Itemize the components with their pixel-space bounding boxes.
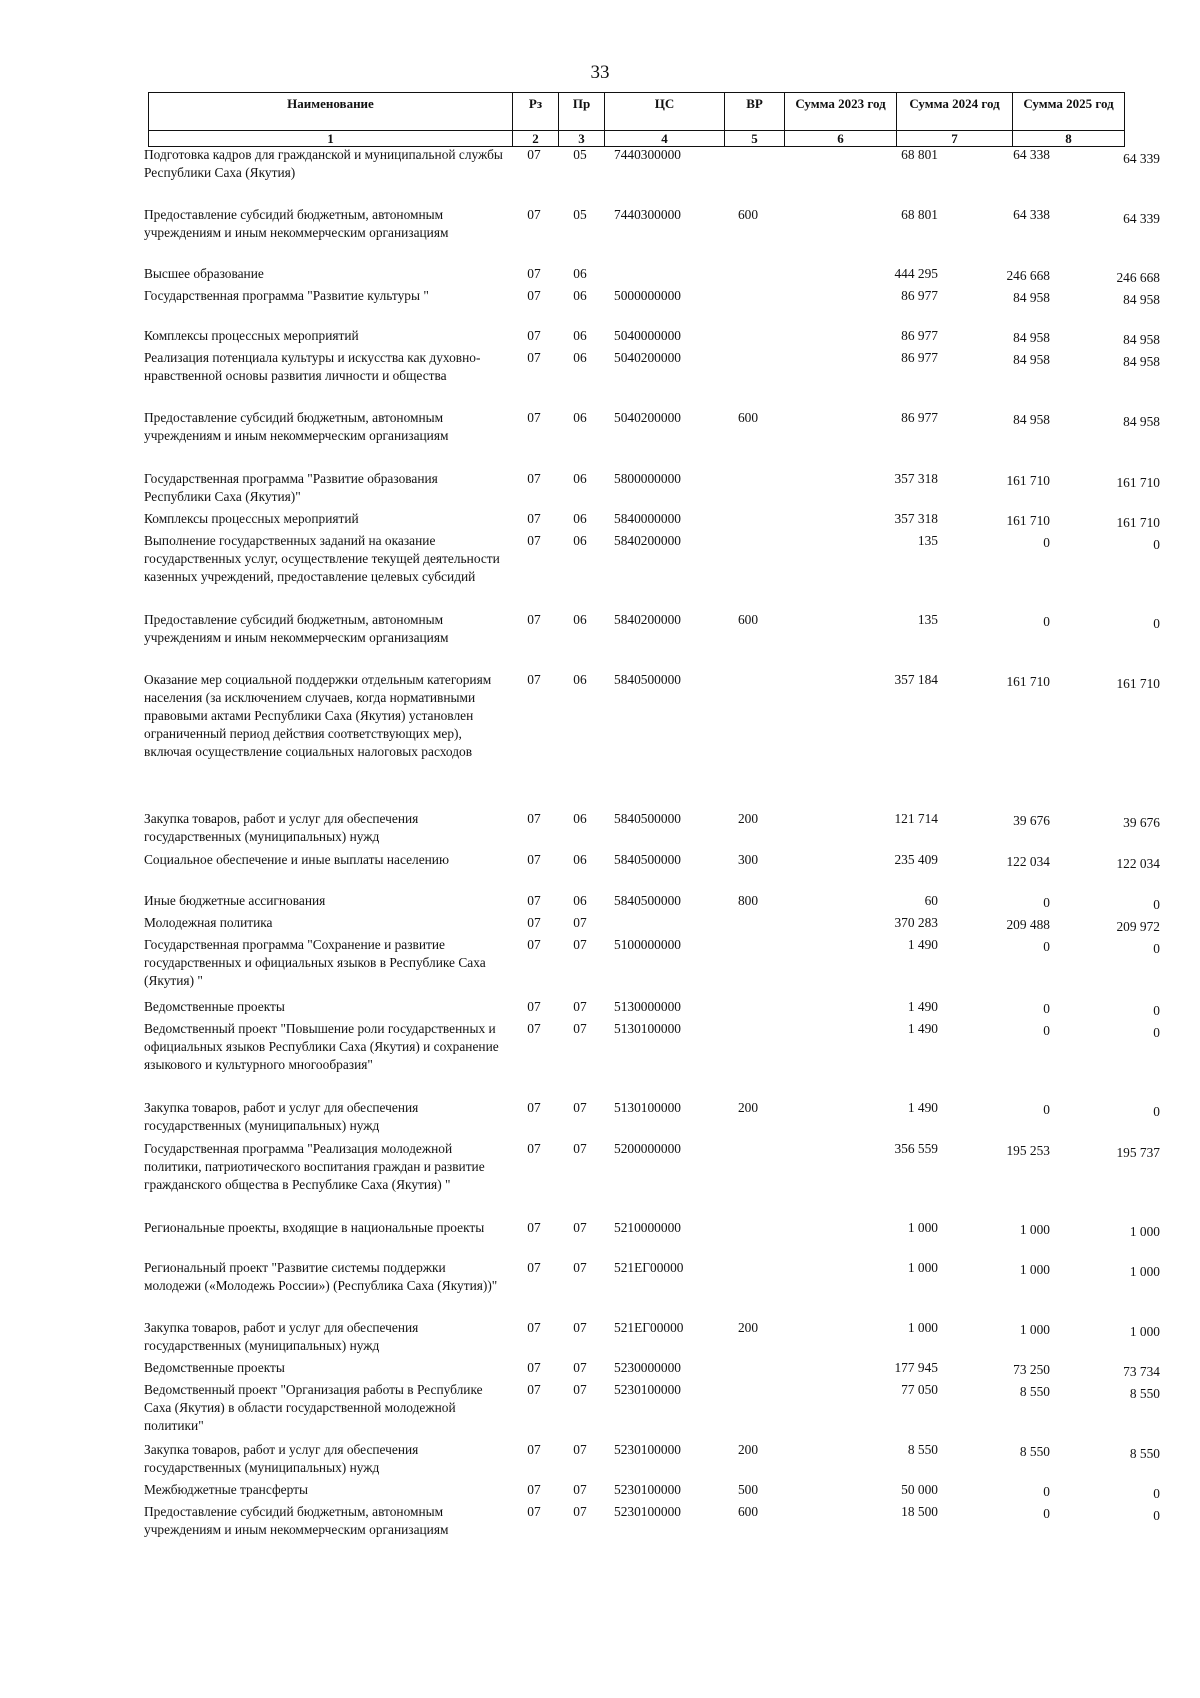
row-name: Государственная программа "Развитие культуры " — [144, 288, 429, 303]
row-name: Региональный проект "Развитие системы поддержки молодежи («Молодежь России») (Республика Саха (Якутия))" — [144, 1260, 498, 1293]
row-vr: 200 — [737, 811, 759, 826]
row-sum-2025: 8 550 — [1129, 1386, 1160, 1401]
row-sum-2023: 357 184 — [894, 672, 938, 687]
row-cs: 5840000000 — [614, 511, 681, 526]
row-pr: 06 — [573, 511, 587, 526]
row-sum-2023: 50 000 — [901, 1482, 938, 1497]
row-cs: 5130100000 — [614, 1100, 681, 1115]
row-rz: 07 — [527, 1260, 541, 1275]
row-sum-2025: 73 734 — [1123, 1364, 1160, 1379]
row-pr: 07 — [573, 1100, 587, 1115]
row-sum-2024: 246 668 — [1006, 268, 1050, 283]
row-sum-2025: 0 — [1153, 1508, 1160, 1523]
row-sum-2025: 209 972 — [1116, 919, 1160, 934]
row-sum-2024: 84 958 — [1013, 412, 1050, 427]
page-number: 33 — [590, 62, 610, 83]
row-name: Предоставление субсидий бюджетным, автономным учреждениям и иным некоммерческим организациям — [144, 1504, 449, 1537]
row-sum-2023: 86 977 — [901, 410, 938, 425]
row-rz: 07 — [527, 533, 541, 548]
row-rz: 07 — [527, 1504, 541, 1519]
row-sum-2023: 86 977 — [901, 288, 938, 303]
row-pr: 07 — [573, 1220, 587, 1235]
row-name: Ведомственный проект "Повышение роли государственных и официальных языков Республики Саха (Якутия) и сохранение языкового и культурного многообразия" — [144, 1021, 499, 1072]
row-name: Социальное обеспечение и иные выплаты населению — [144, 852, 449, 867]
row-sum-2024: 0 — [1043, 1001, 1050, 1016]
row-sum-2024: 0 — [1043, 1484, 1050, 1499]
row-sum-2024: 195 253 — [1006, 1143, 1050, 1158]
row-pr: 07 — [573, 1504, 587, 1519]
row-pr: 07 — [573, 1320, 587, 1335]
row-sum-2025: 84 958 — [1123, 414, 1160, 429]
row-sum-2024: 122 034 — [1006, 854, 1050, 869]
row-cs: 7440300000 — [614, 207, 681, 222]
row-name: Высшее образование — [144, 266, 264, 281]
row-sum-2024: 39 676 — [1013, 813, 1050, 828]
row-name: Предоставление субсидий бюджетным, автономным учреждениям и иным некоммерческим организациям — [144, 410, 449, 443]
row-name: Региональные проекты, входящие в национальные проекты — [144, 1220, 485, 1235]
row-sum-2025: 122 034 — [1116, 856, 1160, 871]
row-rz: 07 — [527, 266, 541, 281]
row-rz: 07 — [527, 1021, 541, 1036]
row-rz: 07 — [527, 1320, 541, 1335]
header-num-3: 3 — [559, 131, 605, 147]
row-sum-2023: 1 000 — [907, 1260, 938, 1275]
row-sum-2024: 209 488 — [1006, 917, 1050, 932]
row-sum-2025: 246 668 — [1116, 270, 1160, 285]
row-rz: 07 — [527, 612, 541, 627]
row-sum-2023: 60 — [924, 893, 938, 908]
row-name: Закупка товаров, работ и услуг для обеспечения государственных (муниципальных) нужд — [144, 811, 419, 844]
row-sum-2023: 235 409 — [894, 852, 938, 867]
row-cs: 5230100000 — [614, 1482, 681, 1497]
row-name: Молодежная политика — [144, 915, 273, 930]
header-num-6: 6 — [785, 131, 897, 147]
row-cs: 521ЕГ00000 — [614, 1260, 684, 1275]
row-vr: 600 — [737, 410, 759, 425]
budget-rows — [144, 0, 1160, 1698]
row-cs: 5210000000 — [614, 1220, 681, 1235]
header-num-5: 5 — [725, 131, 785, 147]
row-sum-2025: 84 958 — [1123, 292, 1160, 307]
row-sum-2024: 0 — [1043, 1102, 1050, 1117]
row-sum-2023: 356 559 — [894, 1141, 938, 1156]
row-rz: 07 — [527, 852, 541, 867]
row-sum-2024: 1 000 — [1019, 1262, 1050, 1277]
row-sum-2023: 444 295 — [894, 266, 938, 281]
row-sum-2024: 0 — [1043, 939, 1050, 954]
row-vr: 800 — [737, 893, 759, 908]
row-rz: 07 — [527, 1382, 541, 1397]
row-name: Предоставление субсидий бюджетным, автономным учреждениям и иным некоммерческим организациям — [144, 612, 449, 645]
row-cs: 5800000000 — [614, 471, 681, 486]
row-rz: 07 — [527, 288, 541, 303]
row-rz: 07 — [527, 672, 541, 687]
row-name: Иные бюджетные ассигнования — [144, 893, 326, 908]
row-name: Закупка товаров, работ и услуг для обеспечения государственных (муниципальных) нужд — [144, 1100, 419, 1133]
row-sum-2025: 84 958 — [1123, 332, 1160, 347]
row-name: Ведомственный проект "Организация работы в Республике Саха (Якутия) в области государственной молодежной политики" — [144, 1382, 483, 1433]
row-rz: 07 — [527, 147, 541, 162]
row-sum-2023: 1 000 — [907, 1220, 938, 1235]
row-cs: 5840500000 — [614, 852, 681, 867]
header-rz: Рз — [513, 93, 559, 131]
row-sum-2024: 0 — [1043, 895, 1050, 910]
row-pr: 06 — [573, 288, 587, 303]
row-pr: 06 — [573, 672, 587, 687]
header-vr: ВР — [725, 93, 785, 131]
row-sum-2023: 135 — [917, 612, 938, 627]
row-cs: 5130000000 — [614, 999, 681, 1014]
row-sum-2023: 68 801 — [901, 207, 938, 222]
row-sum-2023: 1 490 — [907, 999, 938, 1014]
row-sum-2024: 84 958 — [1013, 330, 1050, 345]
row-sum-2025: 0 — [1153, 1104, 1160, 1119]
row-name: Государственная программа "Развитие образования Республики Саха (Якутия)" — [144, 471, 438, 504]
row-pr: 07 — [573, 1482, 587, 1497]
row-pr: 06 — [573, 350, 587, 365]
row-cs: 5100000000 — [614, 937, 681, 952]
row-rz: 07 — [527, 811, 541, 826]
row-cs: 5040000000 — [614, 328, 681, 343]
row-pr: 07 — [573, 1382, 587, 1397]
row-sum-2024: 161 710 — [1006, 674, 1050, 689]
row-rz: 07 — [527, 1100, 541, 1115]
row-sum-2023: 177 945 — [894, 1360, 938, 1375]
row-sum-2025: 161 710 — [1116, 676, 1160, 691]
row-sum-2025: 1 000 — [1129, 1324, 1160, 1339]
row-rz: 07 — [527, 207, 541, 222]
row-name: Комплексы процессных мероприятий — [144, 328, 359, 343]
row-sum-2023: 1 490 — [907, 937, 938, 952]
header-num-8: 8 — [1013, 131, 1125, 147]
row-cs: 5840200000 — [614, 612, 681, 627]
row-sum-2025: 8 550 — [1129, 1446, 1160, 1461]
row-sum-2023: 8 550 — [907, 1442, 938, 1457]
row-cs: 5130100000 — [614, 1021, 681, 1036]
row-rz: 07 — [527, 1442, 541, 1457]
row-pr: 07 — [573, 1360, 587, 1375]
row-sum-2025: 39 676 — [1123, 815, 1160, 830]
row-rz: 07 — [527, 471, 541, 486]
header-num-2: 2 — [513, 131, 559, 147]
row-rz: 07 — [527, 915, 541, 930]
row-name: Межбюджетные трансферты — [144, 1482, 308, 1497]
row-pr: 07 — [573, 999, 587, 1014]
row-cs: 5230000000 — [614, 1360, 681, 1375]
row-rz: 07 — [527, 937, 541, 952]
row-sum-2025: 0 — [1153, 1486, 1160, 1501]
row-rz: 07 — [527, 350, 541, 365]
row-sum-2024: 8 550 — [1019, 1384, 1050, 1399]
row-vr: 200 — [737, 1320, 759, 1335]
row-cs: 5840500000 — [614, 672, 681, 687]
row-sum-2025: 0 — [1153, 1025, 1160, 1040]
row-sum-2023: 370 283 — [894, 915, 938, 930]
row-sum-2024: 64 338 — [1013, 147, 1050, 162]
row-sum-2024: 84 958 — [1013, 290, 1050, 305]
row-name: Подготовка кадров для гражданской и муниципальной службы Республики Саха (Якутия) — [144, 147, 503, 180]
row-name: Ведомственные проекты — [144, 999, 285, 1014]
row-pr: 07 — [573, 937, 587, 952]
row-sum-2023: 77 050 — [901, 1382, 938, 1397]
row-sum-2024: 1 000 — [1019, 1322, 1050, 1337]
row-sum-2024: 8 550 — [1019, 1444, 1050, 1459]
row-sum-2025: 84 958 — [1123, 354, 1160, 369]
row-vr: 600 — [737, 612, 759, 627]
header-name: Наименование — [149, 93, 513, 131]
row-sum-2023: 135 — [917, 533, 938, 548]
row-sum-2025: 195 737 — [1116, 1145, 1160, 1160]
row-sum-2025: 161 710 — [1116, 475, 1160, 490]
row-pr: 06 — [573, 410, 587, 425]
header-num-7: 7 — [897, 131, 1013, 147]
row-sum-2025: 0 — [1153, 1003, 1160, 1018]
header-sum-2023: Сумма 2023 год — [785, 93, 897, 131]
row-pr: 07 — [573, 1021, 587, 1036]
row-name: Комплексы процессных мероприятий — [144, 511, 359, 526]
row-vr: 300 — [737, 852, 759, 867]
row-sum-2023: 357 318 — [894, 511, 938, 526]
row-cs: 5840500000 — [614, 811, 681, 826]
row-cs: 5230100000 — [614, 1504, 681, 1519]
row-sum-2024: 0 — [1043, 535, 1050, 550]
row-sum-2023: 121 714 — [894, 811, 938, 826]
row-sum-2025: 64 339 — [1123, 151, 1160, 166]
header-num-4: 4 — [605, 131, 725, 147]
row-sum-2024: 73 250 — [1013, 1362, 1050, 1377]
row-sum-2025: 0 — [1153, 897, 1160, 912]
row-sum-2025: 0 — [1153, 537, 1160, 552]
row-pr: 06 — [573, 471, 587, 486]
row-cs: 7440300000 — [614, 147, 681, 162]
header-cs: ЦС — [605, 93, 725, 131]
row-cs: 5000000000 — [614, 288, 681, 303]
row-sum-2023: 18 500 — [901, 1504, 938, 1519]
row-sum-2023: 68 801 — [901, 147, 938, 162]
row-cs: 521ЕГ00000 — [614, 1320, 684, 1335]
row-cs: 5040200000 — [614, 410, 681, 425]
row-name: Закупка товаров, работ и услуг для обеспечения государственных (муниципальных) нужд — [144, 1320, 419, 1353]
row-sum-2023: 86 977 — [901, 350, 938, 365]
row-sum-2024: 0 — [1043, 614, 1050, 629]
row-sum-2023: 1 490 — [907, 1021, 938, 1036]
row-vr: 200 — [737, 1442, 759, 1457]
header-sum-2024: Сумма 2024 год — [897, 93, 1013, 131]
row-pr: 07 — [573, 1442, 587, 1457]
row-rz: 07 — [527, 1220, 541, 1235]
row-rz: 07 — [527, 999, 541, 1014]
row-cs: 5840200000 — [614, 533, 681, 548]
row-pr: 06 — [573, 266, 587, 281]
row-name: Выполнение государственных заданий на оказание государственных услуг, осуществление текущей деятельности казенных учреждений, предоставление целевых субсидий — [144, 533, 500, 584]
row-name: Ведомственные проекты — [144, 1360, 285, 1375]
row-sum-2023: 86 977 — [901, 328, 938, 343]
row-cs: 5040200000 — [614, 350, 681, 365]
row-pr: 07 — [573, 915, 587, 930]
row-pr: 06 — [573, 612, 587, 627]
row-name: Оказание мер социальной поддержки отдельным категориям населения (за исключением случаев, когда нормативными правовыми актами Республики Саха (Якутия) установлен ограниченный период действия соответствующих мер), включая осуществление социальных налоговых расходов — [144, 672, 492, 759]
row-pr: 05 — [573, 207, 587, 222]
row-vr: 600 — [737, 207, 759, 222]
row-sum-2025: 1 000 — [1129, 1224, 1160, 1239]
row-pr: 06 — [573, 328, 587, 343]
row-vr: 200 — [737, 1100, 759, 1115]
row-pr: 07 — [573, 1141, 587, 1156]
row-cs: 5200000000 — [614, 1141, 681, 1156]
row-vr: 600 — [737, 1504, 759, 1519]
row-rz: 07 — [527, 1141, 541, 1156]
row-pr: 06 — [573, 811, 587, 826]
row-name: Государственная программа "Сохранение и развитие государственных и официальных языков в Республике Саха (Якутия) " — [144, 937, 486, 988]
row-sum-2024: 161 710 — [1006, 513, 1050, 528]
row-cs: 5230100000 — [614, 1442, 681, 1457]
row-rz: 07 — [527, 328, 541, 343]
row-pr: 06 — [573, 852, 587, 867]
row-sum-2023: 357 318 — [894, 471, 938, 486]
row-rz: 07 — [527, 1482, 541, 1497]
row-sum-2024: 161 710 — [1006, 473, 1050, 488]
row-name: Закупка товаров, работ и услуг для обеспечения государственных (муниципальных) нужд — [144, 1442, 419, 1475]
row-cs: 5840500000 — [614, 893, 681, 908]
row-sum-2023: 1 000 — [907, 1320, 938, 1335]
row-pr: 05 — [573, 147, 587, 162]
row-name: Предоставление субсидий бюджетным, автономным учреждениям и иным некоммерческим организациям — [144, 207, 449, 240]
header-pr: Пр — [559, 93, 605, 131]
row-pr: 06 — [573, 533, 587, 548]
row-sum-2025: 64 339 — [1123, 211, 1160, 226]
row-pr: 07 — [573, 1260, 587, 1275]
row-sum-2025: 0 — [1153, 616, 1160, 631]
header-sum-2025: Сумма 2025 год — [1013, 93, 1125, 131]
row-pr: 06 — [573, 893, 587, 908]
row-sum-2024: 1 000 — [1019, 1222, 1050, 1237]
header-num-1: 1 — [149, 131, 513, 147]
row-sum-2024: 84 958 — [1013, 352, 1050, 367]
row-sum-2024: 0 — [1043, 1506, 1050, 1521]
row-name: Государственная программа "Реализация молодежной политики, патриотического воспитания граждан и развитие гражданского общества в Республике Саха (Якутия) " — [144, 1141, 485, 1192]
row-sum-2024: 0 — [1043, 1023, 1050, 1038]
row-sum-2025: 1 000 — [1129, 1264, 1160, 1279]
row-name: Реализация потенциала культуры и искусства как духовно-нравственной основы развития личности и общества — [144, 350, 481, 383]
row-rz: 07 — [527, 511, 541, 526]
row-rz: 07 — [527, 893, 541, 908]
row-sum-2023: 1 490 — [907, 1100, 938, 1115]
row-rz: 07 — [527, 410, 541, 425]
row-vr: 500 — [737, 1482, 759, 1497]
row-sum-2025: 0 — [1153, 941, 1160, 956]
row-sum-2024: 64 338 — [1013, 207, 1050, 222]
row-rz: 07 — [527, 1360, 541, 1375]
row-cs: 5230100000 — [614, 1382, 681, 1397]
row-sum-2025: 161 710 — [1116, 515, 1160, 530]
